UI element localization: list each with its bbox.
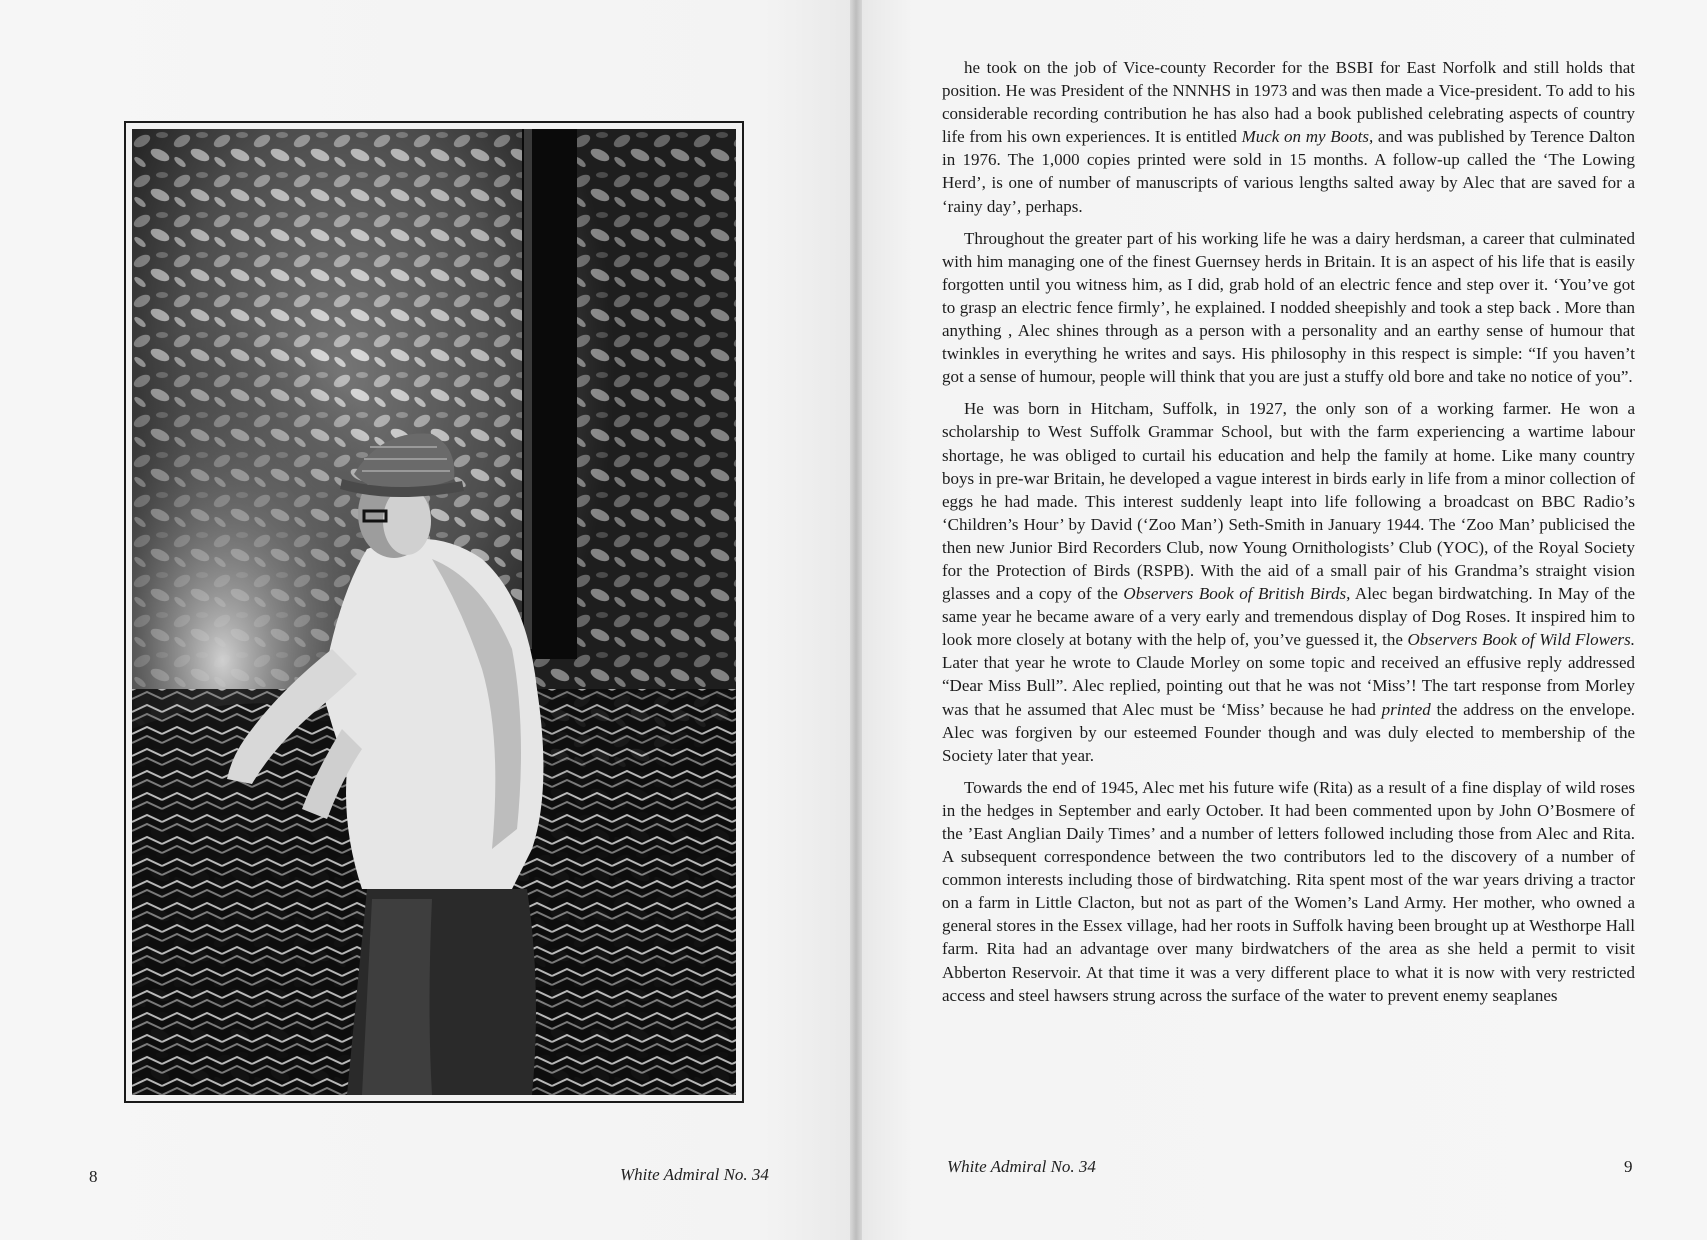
body-paragraph xyxy=(942,776,1635,1007)
body-paragraph xyxy=(942,397,1635,767)
right-page-number: 9 xyxy=(1624,1157,1633,1176)
paragraph-text: He was born in Hitcham, Suffolk, in 1927, the only son of a working farmer. He won a scholarship to West Suffolk Grammar School, but with the farm experiencing a wartime labour shortage, he was obliged to curtail his education and help the family at home. Like many country boys in pre-war Britain, he developed a vague interest in birds early in life from a minor collection of eggs he had made. This interest suddenly leapt into life following a broadcast on BBC Radio’s ‘Children’s Hour’ by David (‘Zoo Man’) Seth-Smith in January 1944. The ‘Zoo Man’ publicised the then new Junior Bird Recorders Club, now Young Ornithologists’ Club (YOC), of the Royal Society for the Protection of Birds (RSPB). With the aid of a small pair of his Grandma’s straight vision glasses and a copy of the xyxy=(942,399,1635,604)
italic-title: printed xyxy=(1381,699,1431,719)
paragraph-text: the address on the envelope. Alec was forgiven by our esteemed Founder though and was duly elected to membership of the Society later that year. xyxy=(942,699,1635,765)
left-page xyxy=(0,0,850,1240)
paragraph-text: Throughout the greater part of his working life he was a dairy herdsman, a career that culminated with him managing one of the finest Guernsey herds in Britain. It is an aspect of his life that is easily forgotten until you witness him, as I did, grab hold of an electric fence and step over it. ‘You’ve got to grasp an electric fence firmly’, he explained. I nodded sheepishly and took a step back . More than anything , Alec shines through as a person with a personality and an earthy sense of humour that twinkles in everything he writes and says. His philosophy in this respect is simple: “If you haven’t got a sense of humour, people will think that you are just a stuffy old bore and take no notice of you”. xyxy=(942,228,1635,387)
gutter-shadow xyxy=(850,0,862,1240)
left-page-number: 8 xyxy=(89,1167,98,1186)
photograph xyxy=(132,129,736,1095)
italic-title: Observers Book of Wild Flowers. xyxy=(1407,630,1635,650)
left-running-footer: White Admiral No. 34 xyxy=(620,1165,769,1184)
italic-title: Observers Book of British Birds, xyxy=(1123,584,1351,604)
paragraph-text: Towards the end of 1945, Alec met his future wife (Rita) as a result of a fine display of wild roses in the hedges in September and early October. It had been commented upon by John O’Bosmere of the ’East Anglian Daily Times’ and a number of letters followed including those from Alec and Rita. A subsequent correspondence between the two contributors led to the discovery of a number of common interests including those of birdwatching. Rita spent most of the war years driving a tractor on a farm in Little Clacton, but not as part of the Women’s Land Army. Her mother, who owned a general stores in the Essex village, had her roots in Suffolk having been brought up at Westhorpe Hall farm. Rita had an advantage over many birdwatchers of the area as she held a permit to visit Abberton Reservoir. At that time it was a very different place to what it is now with very restricted access and steel hawsers strung across the surface of the water to prevent enemy seaplanes xyxy=(942,777,1635,1005)
body-paragraph xyxy=(942,56,1635,218)
paragraph-text: Alec began birdwatching. In May of the same year he became aware of a very early and tremendous display of Dog Roses. It inspired him to look more closely at botany with the help of, you’ve guessed it, the xyxy=(942,584,1635,650)
right-running-footer: White Admiral No. 34 xyxy=(947,1157,1096,1176)
paragraph-text: he took on the job of Vice-county Recorder for the BSBI for East Norfolk and still holds that position. He was President of the NNNHS in 1973 and was then made a Vice-president. To add to his considerable recording contribution he has also had a book published celebrating aspects of country life from his own experiences. It is entitled xyxy=(942,58,1635,147)
photo-drawing xyxy=(132,129,736,1095)
photo-frame xyxy=(124,121,744,1103)
body-paragraph xyxy=(942,227,1635,389)
paragraph-text: and was published by Terence Dalton in 1976. The 1,000 copies printed were sold in 15 months. A follow-up called the ‘The Lowing Herd’, is one of number of manuscripts of various lengths salted away by Alec that are saved for a ‘rainy day’, perhaps. xyxy=(942,127,1635,216)
italic-title: Muck on my Boots, xyxy=(1241,127,1374,147)
article-body xyxy=(942,56,1635,1016)
paragraph-text: Later that year he wrote to Claude Morley on some topic and received an effusive reply addressed “Dear Miss Bull”. Alec replied, pointing out that he was not ‘Miss’! The tart response from Morley was that he assumed that Alec must be ‘Miss’ because he had xyxy=(942,653,1635,719)
